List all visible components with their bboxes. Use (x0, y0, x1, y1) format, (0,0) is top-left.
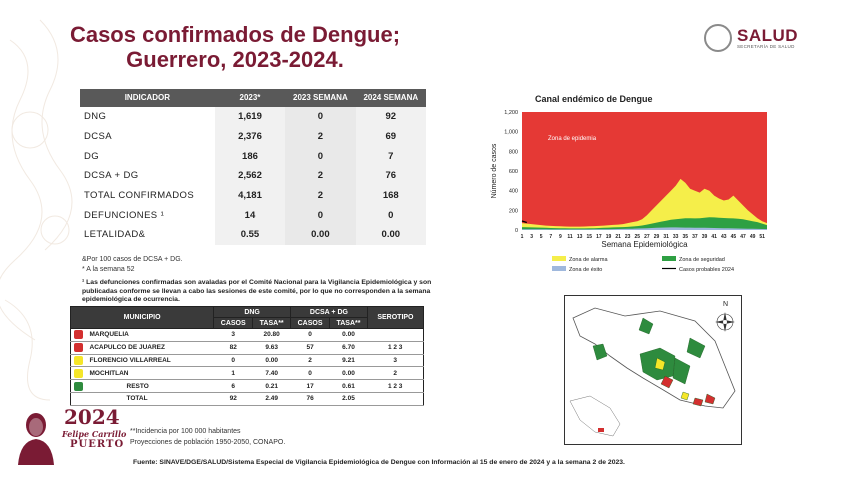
value-2023: 186 (215, 146, 285, 166)
y-tick-label: 200 (508, 208, 518, 215)
value-2024-semana: 0.00 (356, 225, 426, 245)
table-row (71, 341, 424, 354)
municipio-name: RESTO (87, 380, 214, 393)
header-dcsa-dg: DCSA + DG (291, 307, 368, 318)
x-tick-label: 1 (520, 234, 524, 240)
value-2023-semana: 0 (285, 146, 355, 166)
table-row (71, 367, 424, 380)
x-tick-label: 47 (740, 234, 746, 240)
value-2023-semana: 0.00 (285, 225, 355, 245)
value-2023: 14 (215, 205, 285, 225)
x-tick-label: 43 (721, 234, 727, 240)
x-tick-label: 41 (711, 234, 717, 240)
header-municipio: MUNICIPIO (71, 307, 214, 329)
serotipo: 3 (367, 354, 423, 367)
value-2024-semana: 0 (356, 205, 426, 225)
risk-color-icon (74, 382, 83, 391)
tasa-dng: 9.63 (253, 341, 291, 354)
casos-dcsa: 17 (291, 380, 330, 393)
year-logo (12, 405, 132, 467)
page-title (0, 22, 470, 72)
x-tick-label: 33 (672, 234, 679, 240)
table-row (71, 329, 424, 342)
legend-swatch (552, 256, 566, 261)
tasa-dng: 2.49 (253, 392, 291, 405)
indicator-label: DEFUNCIONES ¹ (84, 209, 165, 221)
salud-logo (704, 24, 798, 52)
legend-label: Zona de seguridad (679, 257, 725, 263)
y-axis-label: Número de casos (491, 143, 498, 199)
casos-dng: 82 (214, 341, 253, 354)
risk-swatch-cell (71, 380, 87, 393)
tasa-dcsa: 0.00 (330, 367, 368, 380)
risk-swatch-cell (71, 341, 87, 354)
y-tick-label: 600 (508, 169, 518, 175)
risk-color-icon (74, 356, 83, 365)
value-2023-semana: 0 (285, 107, 355, 127)
y-tick-label: 1,000 (504, 129, 518, 136)
value-2023-semana: 2 (285, 186, 355, 206)
note-semana: * A la semana 52 (82, 266, 135, 273)
casos-dcsa: 2 (291, 354, 330, 367)
tasa-dcsa: 9.21 (330, 354, 368, 367)
header-tasa-dng: TASA** (253, 318, 291, 329)
inset-mexico-map (570, 396, 620, 436)
municipio-name: ACAPULCO DE JUAREZ (87, 341, 214, 354)
header-2024-semana: 2024 SEMANA (356, 89, 426, 107)
risk-color-icon (74, 369, 83, 378)
name-line-2: PUERTO (70, 439, 125, 450)
header-dng: DNG (214, 307, 291, 318)
value-2023-semana: 2 (285, 127, 355, 147)
indicator-label: DNG (84, 111, 107, 123)
indicator-label: LETALIDAD& (84, 229, 146, 241)
x-tick-label: 9 (559, 234, 562, 240)
table-row (80, 225, 426, 245)
y-tick-label: 1,200 (504, 110, 518, 116)
header-casos-dng: CASOS (214, 318, 253, 329)
endemic-channel-chart (470, 90, 780, 280)
municipios-table (70, 306, 424, 406)
municipio-name: FLORENCIO VILLARREAL (87, 354, 214, 367)
serotipo: 1 2 3 (367, 380, 423, 393)
casos-dcsa: 0 (291, 367, 330, 380)
x-tick-label: 3 (530, 234, 533, 240)
name-line-1: Felipe Carrillo (62, 429, 127, 439)
risk-swatch-cell (71, 367, 87, 380)
tasa-dcsa: 6.70 (330, 341, 368, 354)
risk-color-icon (74, 330, 83, 339)
value-2023: 2,562 (215, 166, 285, 186)
serotipo: 2 (367, 367, 423, 380)
table-row (80, 205, 426, 225)
legend-label: Zona de éxito (569, 267, 603, 273)
indicator-label: DG (84, 150, 100, 162)
serotipo (367, 329, 423, 342)
header-casos-dcsa: CASOS (291, 318, 330, 329)
value-2024-semana: 92 (356, 107, 426, 127)
note-letalidad: &Por 100 casos de DCSA + DG. (82, 256, 183, 263)
x-tick-label: 35 (682, 234, 689, 240)
x-tick-label: 49 (749, 234, 756, 240)
table-row (71, 392, 424, 405)
x-tick-label: 15 (586, 234, 593, 240)
tasa-dcsa: 0.00 (330, 329, 368, 342)
header-serotipo: SEROTIPO (367, 307, 423, 329)
x-tick-label: 13 (576, 234, 583, 240)
indicators-table (80, 89, 426, 245)
value-2023: 1,619 (215, 107, 285, 127)
serotipo: 1 2 3 (367, 341, 423, 354)
source-footer: Fuente: SINAVE/DGE/SALUD/Sistema Especial de Vigilancia Epidemiológica de Dengue con Información al 15 de enero de 2024 y a la semana 2 de 2023. (133, 459, 625, 466)
value-2023-semana: 2 (285, 166, 355, 186)
x-tick-label: 39 (701, 234, 708, 240)
legend-label: Casos probables 2024 (679, 267, 735, 273)
indicator-label: DCSA + DG (84, 170, 139, 182)
tasa-dng: 0.00 (253, 354, 291, 367)
x-tick-label: 51 (759, 234, 765, 240)
y-tick-label: 400 (508, 188, 518, 195)
header-tasa-dcsa: TASA** (330, 318, 368, 329)
value-2024-semana: 168 (356, 186, 426, 206)
portrait-icon (16, 409, 56, 465)
x-tick-label: 37 (692, 234, 698, 240)
risk-swatch-cell (71, 354, 87, 367)
municipio-name: TOTAL (87, 392, 214, 405)
x-tick-label: 21 (615, 234, 621, 240)
tasa-dcsa: 2.05 (330, 392, 368, 405)
risk-color-icon (74, 343, 83, 352)
y-tick-label: 0 (514, 228, 518, 234)
epidemia-annotation: Zona de epidemia (548, 136, 597, 142)
value-2024-semana: 76 (356, 166, 426, 186)
table-row (71, 380, 424, 393)
x-tick-label: 45 (730, 234, 737, 240)
risk-swatch-cell (71, 392, 87, 405)
table-row (80, 166, 426, 186)
indicator-label: DCSA (84, 131, 112, 143)
logo-subtitle: SECRETARÍA DE SALUD (737, 44, 795, 49)
tasa-dng: 7.40 (253, 367, 291, 380)
header-2023: 2023* (215, 89, 285, 107)
casos-dcsa: 0 (291, 329, 330, 342)
table-row (71, 354, 424, 367)
table-notes (82, 255, 183, 275)
chart-title: Canal endémico de Dengue (535, 94, 653, 104)
tasa-dcsa: 0.61 (330, 380, 368, 393)
value-2024-semana: 7 (356, 146, 426, 166)
table-row (80, 107, 426, 127)
table-row (80, 127, 426, 147)
legend-swatch (552, 266, 566, 271)
x-tick-label: 5 (539, 234, 543, 240)
legend-swatch (662, 256, 676, 261)
value-2023: 4,181 (215, 186, 285, 206)
population-note: Proyecciones de población 1950-2050, CONAPO. (130, 439, 286, 446)
y-tick-label: 800 (508, 149, 518, 156)
x-tick-label: 27 (644, 234, 650, 240)
incidence-notes (130, 426, 285, 448)
value-2024-semana: 69 (356, 127, 426, 147)
map-graphic (565, 296, 743, 446)
incidence-note: **Incidencia por 100 000 habitantes (130, 428, 241, 435)
tasa-dng: 20.80 (253, 329, 291, 342)
tasa-dng: 0.21 (253, 380, 291, 393)
indicator-label: TOTAL CONFIRMADOS (84, 190, 195, 202)
value-2023: 0.55 (215, 225, 285, 245)
casos-dng: 1 (214, 367, 253, 380)
value-2023-semana: 0 (285, 205, 355, 225)
x-tick-label: 11 (567, 234, 573, 240)
logo-name: SALUD (737, 26, 799, 45)
value-2023: 2,376 (215, 127, 285, 147)
x-tick-label: 19 (605, 234, 612, 240)
x-tick-label: 23 (624, 234, 631, 240)
serotipo (367, 392, 423, 405)
casos-dng: 3 (214, 329, 253, 342)
header-indicador: INDICADOR (80, 89, 215, 107)
table-row (80, 146, 426, 166)
casos-dcsa: 76 (291, 392, 330, 405)
x-tick-label: 7 (549, 234, 553, 240)
north-label: N (723, 301, 729, 308)
compass-icon (715, 312, 735, 332)
seal-icon (704, 24, 732, 52)
title-line-1: Casos confirmados de Dengue; (69, 22, 401, 47)
table-row (80, 186, 426, 206)
casos-dng: 0 (214, 354, 253, 367)
legend-label: Zona de alarma (569, 257, 608, 263)
casos-dcsa: 57 (291, 341, 330, 354)
casos-dng: 6 (214, 380, 253, 393)
guerrero-map (564, 295, 742, 445)
x-tick-label: 17 (596, 234, 602, 240)
risk-swatch-cell (71, 329, 87, 342)
x-axis-label: Semana Epidemiológica (601, 240, 688, 249)
municipio-name: MARQUELIA (87, 329, 214, 342)
x-tick-label: 31 (663, 234, 669, 240)
title-line-2: Guerrero, 2023-2024. (126, 47, 344, 72)
header-2023-semana: 2023 SEMANA (285, 89, 355, 107)
x-tick-label: 25 (634, 234, 641, 240)
casos-dng: 92 (214, 392, 253, 405)
year-label: 2024 (64, 405, 120, 429)
note-defunciones: ¹ Las defunciones confirmadas son avaladas por el Comité Nacional para la Vigilancia Epidemiológica y son publicadas conforme se llevan a cabo las sesiones de este comité, por lo que no corresponden a la semana epidemiológica de ocurrencia. (82, 279, 432, 303)
municipio-name: MOCHITLAN (87, 367, 214, 380)
x-tick-label: 29 (653, 234, 660, 240)
